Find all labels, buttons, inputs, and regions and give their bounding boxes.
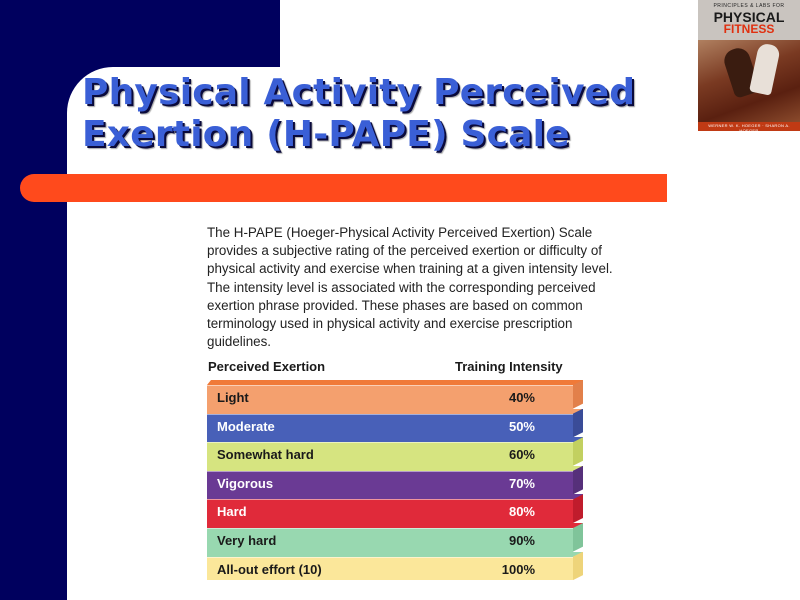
slide-title [82, 72, 682, 156]
cover-subtitle: PRINCIPLES & LABS FOR [713, 3, 785, 9]
row-side-edge [573, 437, 583, 466]
exertion-label: Hard [217, 504, 247, 520]
intensity-value: 60% [508, 447, 535, 463]
scale-row [207, 523, 583, 552]
intensity-value: 80% [508, 504, 535, 520]
top-navy-band [0, 0, 280, 67]
book-cover-image [698, 0, 800, 131]
exertion-label: Somewhat hard [217, 447, 314, 463]
intensity-value: 70% [508, 475, 535, 491]
intensity-value: 100% [501, 561, 535, 577]
exertion-label: Moderate [217, 418, 275, 434]
exertion-label: Vigorous [217, 475, 274, 491]
exertion-label: All-out effort (10) [217, 561, 322, 577]
row-side-edge [573, 466, 583, 495]
exertion-label: Very hard [217, 532, 277, 548]
title-line-1: Physical Activity Perceived [82, 72, 636, 113]
intensity-value: 40% [508, 390, 535, 405]
cover-authors: WERNER W. K. HOEGER · SHARON A. HOEGER [708, 123, 790, 131]
orange-divider-bar [20, 174, 667, 202]
scale-row [207, 380, 583, 409]
intensity-value: 90% [508, 532, 535, 548]
intro-paragraph: The H-PAPE (Hoeger-Physical Activity Perceived Exertion) Scale provides a subjective rating of the perceived exertion or difficulty of physical activity and exercise when training at a given intensity level. The intensity level is associated with the corresponding perceived exertion phrase provided. These phases are based on common terminology used in physical activity and exercise prescription guidelines. [207, 225, 613, 350]
title-line-2: Exertion (H-PAPE) Scale [82, 114, 570, 155]
left-navy-band [0, 0, 67, 600]
scale-row [207, 466, 583, 495]
row-side-edge [573, 409, 583, 438]
scale-row [207, 552, 583, 581]
row-side-edge [573, 380, 583, 409]
row-side-edge [573, 494, 583, 523]
scale-row [207, 437, 583, 466]
row-side-edge [573, 552, 583, 581]
exertion-label: Light [217, 390, 249, 405]
cover-title-physical: PHYSICAL [713, 9, 785, 25]
intensity-value: 50% [508, 418, 535, 434]
cover-title-fitness: FITNESS [723, 22, 775, 36]
header-perceived-exertion: Perceived Exertion [208, 359, 326, 374]
scale-row [207, 409, 583, 438]
scale-row [207, 494, 583, 523]
hpape-scale-table [207, 380, 583, 580]
header-training-intensity: Training Intensity [455, 359, 563, 374]
row-side-edge [573, 523, 583, 552]
